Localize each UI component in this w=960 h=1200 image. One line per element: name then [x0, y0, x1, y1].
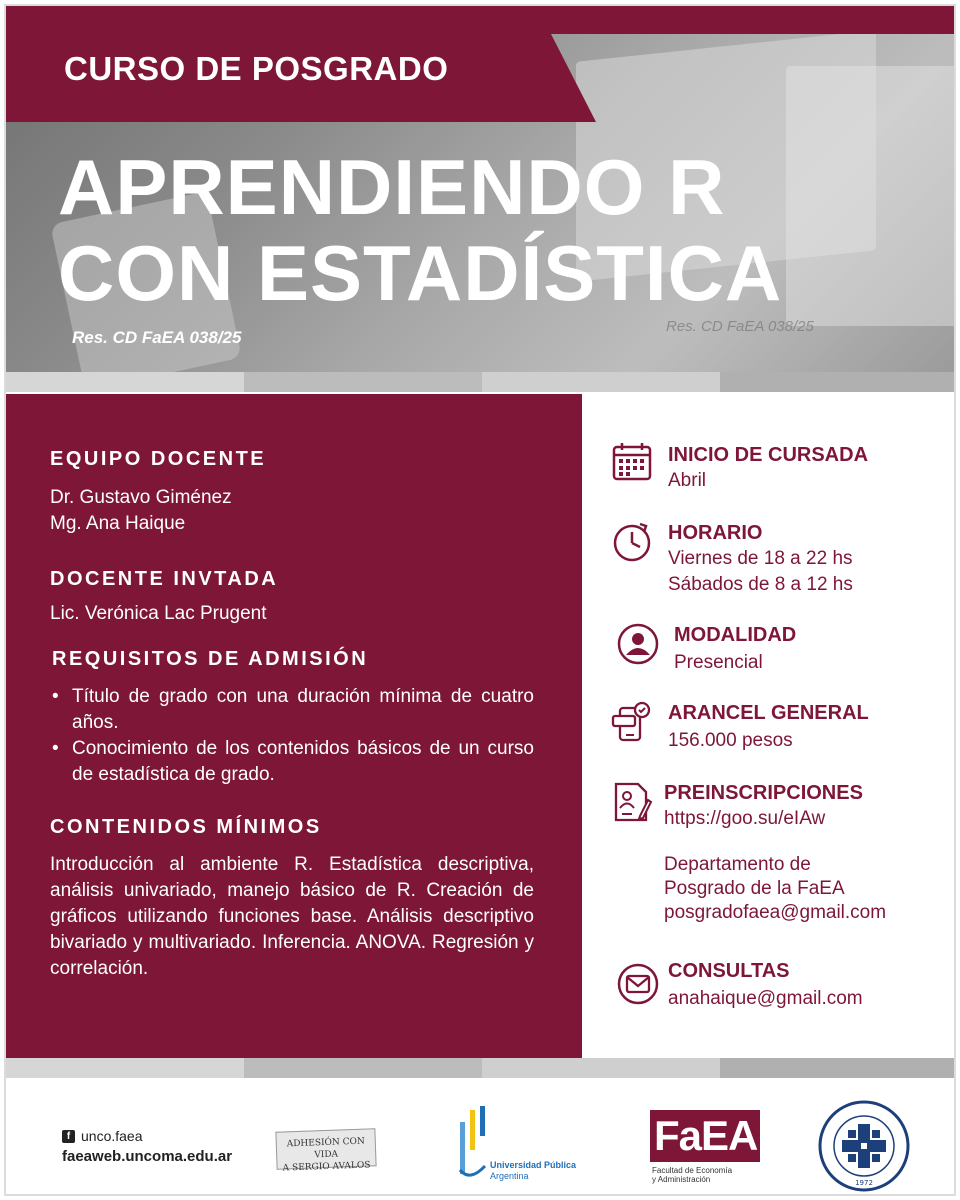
horario-heading: HORARIO: [668, 522, 763, 544]
faea-logo-text: FaEA: [654, 1112, 758, 1159]
contenidos-heading: CONTENIDOS MÍNIMOS: [50, 816, 322, 838]
schedule-panel: [582, 394, 956, 1058]
docente-invitada-heading: DOCENTE INVTADA: [50, 568, 279, 590]
flyer: [4, 4, 956, 1196]
teacher-name: Mg. Ana Haique: [50, 513, 186, 534]
consultas-email[interactable]: anahaique@gmail.com: [668, 988, 863, 1009]
requisitos-heading: REQUISITOS DE ADMISIÓN: [52, 648, 369, 670]
mail-icon: [616, 962, 666, 1012]
sergio-avalos-logo: ADHESIÓN CON VIDA A SERGIO AVALOS: [275, 1128, 376, 1169]
inicio-value: Abril: [668, 470, 707, 491]
modalidad-heading: MODALIDAD: [674, 624, 797, 646]
list-item: • Conocimiento de los contenidos básicos de un curso de estadística de grado.: [50, 736, 534, 788]
horario-line: Sábados de 8 a 12 hs: [668, 574, 853, 595]
faea-logo-subtitle: Facultad de Economía y Administración: [652, 1166, 733, 1184]
equipo-docente-heading: EQUIPO DOCENTE: [50, 448, 267, 470]
list-item: • Título de grado con una duración mínima de cuatro años.: [50, 684, 534, 736]
arancel-heading: ARANCEL GENERAL: [668, 702, 869, 724]
guest-teacher-name: Lic. Verónica Lac Prugent: [50, 603, 267, 624]
seal-year: 1972: [855, 1179, 873, 1187]
consultas-heading: CONSULTAS: [668, 960, 790, 982]
preinscripciones-heading: PREINSCRIPCIONES: [664, 782, 863, 804]
course-title-line-1: APRENDIENDO R: [58, 143, 726, 231]
universidad-publica-label: Universidad Pública Argentina: [490, 1160, 577, 1181]
requisitos-list: [50, 684, 534, 788]
website-link[interactable]: faeaweb.uncoma.edu.ar: [62, 1148, 233, 1165]
facebook-label: unco.faea: [81, 1128, 143, 1144]
department-line: Posgrado de la FaEA: [664, 878, 845, 899]
course-type-label: CURSO DE POSGRADO: [64, 50, 449, 87]
background-monitor: [786, 66, 956, 326]
divider-stripe-top: [6, 372, 956, 392]
modalidad-value: Presencial: [674, 652, 763, 673]
user-icon: [616, 622, 666, 672]
hero-section: [6, 6, 956, 378]
footer: [6, 1082, 956, 1196]
preinscripciones-link[interactable]: https://goo.su/eIAw: [664, 808, 826, 829]
resolution-number: Res. CD FaEA 038/25: [72, 328, 242, 347]
course-title: [58, 144, 782, 316]
department-email[interactable]: posgradofaea@gmail.com: [664, 902, 887, 923]
inicio-heading: INICIO DE CURSADA: [668, 444, 869, 466]
facebook-icon: f: [62, 1130, 75, 1143]
clock-icon: [610, 520, 660, 570]
course-info-panel: [6, 394, 582, 1058]
resolution-watermark: Res. CD FaEA 038/25: [666, 318, 814, 335]
horario-line: Viernes de 18 a 22 hs: [668, 548, 853, 569]
top-band: [6, 6, 956, 34]
facebook-handle[interactable]: [62, 1128, 143, 1144]
comahue-seal-icon: [818, 1100, 910, 1192]
arancel-value: 156.000 pesos: [668, 730, 793, 751]
contenidos-text: Introducción al ambiente R. Estadística descriptiva, análisis univariado, manejo básico de R. Creación de gráficos utilizando funciones base. Análisis descriptivo bivariado y multivariado. Inferencia. ANOVA. Regresión y correlación.: [50, 854, 534, 979]
calendar-icon: [610, 440, 660, 490]
course-title-line-2: CON ESTADÍSTICA: [58, 229, 783, 317]
payment-icon: [610, 700, 660, 750]
form-icon: [610, 780, 660, 830]
divider-stripe-bottom: [6, 1058, 956, 1078]
teacher-name: Dr. Gustavo Giménez: [50, 487, 232, 508]
department-line: Departamento de: [664, 854, 811, 875]
